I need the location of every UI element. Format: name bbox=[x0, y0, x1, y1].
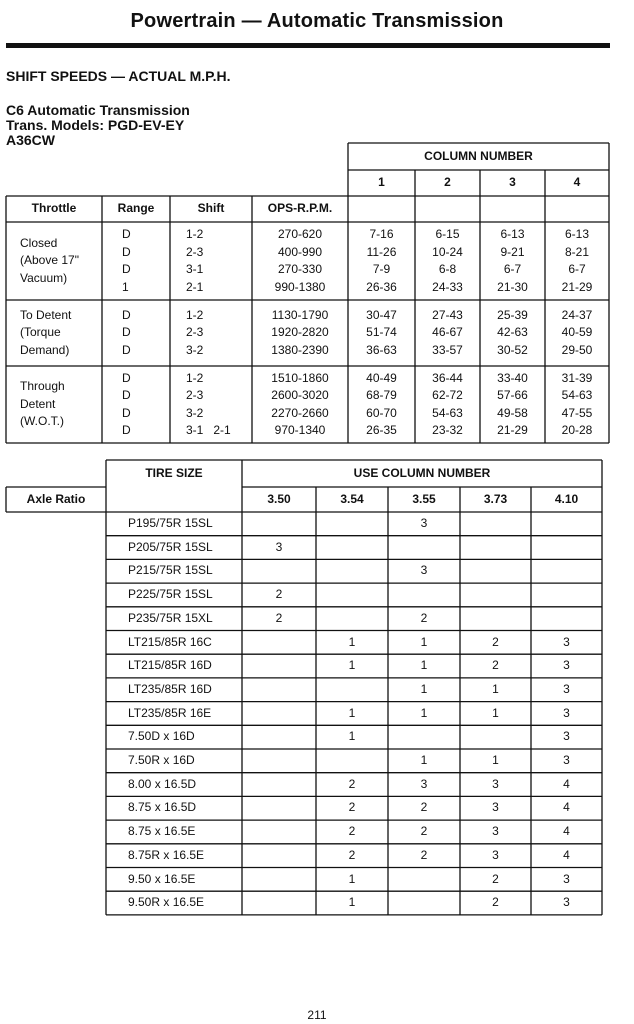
column-number-value: 2 bbox=[420, 824, 428, 839]
axle-ratio-value: 3.55 bbox=[412, 491, 436, 506]
speed-value: 54-63 bbox=[561, 388, 593, 402]
column-number-value: 2 bbox=[420, 800, 428, 815]
throttle-label-line: To Detent bbox=[20, 307, 72, 322]
speed-value: 30-52 bbox=[497, 342, 528, 357]
column-number-value: 3 bbox=[563, 658, 570, 673]
column-number-value bbox=[388, 725, 460, 749]
shift-value: 2-3 bbox=[186, 388, 204, 402]
column-number-value: 1 bbox=[348, 871, 356, 886]
tire-size: LT215/85R 16D bbox=[128, 658, 212, 673]
speed-value: 33-40 bbox=[497, 370, 528, 385]
speed-value: 6-7 bbox=[503, 262, 522, 276]
speed-value: 6-13 bbox=[564, 227, 590, 241]
column-number: 2 bbox=[444, 175, 451, 190]
column-number-value: 3 bbox=[420, 516, 428, 531]
speed-value: 54-63 bbox=[432, 405, 463, 420]
shift-value: 2-3 bbox=[186, 325, 204, 340]
page-number: 211 bbox=[307, 1008, 327, 1022]
range-value: D bbox=[122, 307, 131, 322]
speed-value: 21-29 bbox=[497, 423, 528, 437]
range-value: D bbox=[122, 244, 131, 259]
column-number-value bbox=[388, 868, 460, 892]
axle-ratio-value: 3.54 bbox=[340, 491, 364, 506]
column-number-value bbox=[531, 536, 602, 560]
throttle-label bbox=[20, 300, 102, 366]
column-number-value bbox=[388, 583, 460, 607]
speed-value: 6-15 bbox=[435, 227, 460, 241]
column-number-value: 2 bbox=[420, 610, 428, 625]
column-number-value bbox=[388, 891, 460, 915]
axle-ratio-label: Axle Ratio bbox=[26, 491, 86, 506]
column-number-value bbox=[242, 796, 316, 820]
speed-value: 20-28 bbox=[561, 423, 593, 437]
rpm-value: 2270-2660 bbox=[271, 405, 329, 420]
column-number-value: 2 bbox=[348, 776, 356, 791]
column-number-value bbox=[460, 583, 531, 607]
column-number-value: 3 bbox=[563, 681, 570, 696]
rpm-value: 1510-1860 bbox=[271, 370, 329, 385]
range-value: D bbox=[122, 325, 131, 340]
column-number-value: 2 bbox=[348, 824, 356, 839]
column-number-value: 1 bbox=[348, 729, 356, 744]
tire-size: P205/75R 15SL bbox=[128, 539, 213, 554]
speed-value: 6-7 bbox=[568, 262, 586, 276]
column-number-value: 1 bbox=[420, 658, 428, 673]
tire-size: P225/75R 15SL bbox=[128, 587, 213, 602]
speed-value: 60-70 bbox=[366, 405, 397, 420]
column-number-value: 3 bbox=[563, 753, 570, 768]
column-number-value: 3 bbox=[563, 705, 570, 720]
column-number-value bbox=[242, 773, 316, 797]
range-value: D bbox=[122, 423, 131, 437]
section-heading: SHIFT SPEEDS — ACTUAL M.P.H. bbox=[6, 68, 231, 84]
shift-value: 2-3 bbox=[186, 244, 204, 259]
range-value: D bbox=[122, 227, 131, 241]
range-value: D bbox=[122, 342, 131, 357]
use-column-label: USE COLUMN NUMBER bbox=[353, 465, 491, 480]
column-number-value: 1 bbox=[348, 658, 356, 673]
column-number-value: 3 bbox=[563, 634, 570, 649]
column-number: 3 bbox=[509, 175, 516, 190]
column-number-value: 3 bbox=[420, 563, 428, 578]
throttle-label-line: Through bbox=[20, 379, 65, 394]
axle-ratio-value: 4.10 bbox=[554, 491, 579, 506]
speed-value: 31-39 bbox=[561, 370, 593, 385]
throttle-label-line: (W.O.T.) bbox=[20, 414, 64, 429]
column-number-value: 2 bbox=[348, 800, 356, 815]
speed-value: 11-26 bbox=[366, 244, 397, 259]
speed-value: 46-67 bbox=[432, 325, 463, 340]
tire-size: LT235/85R 16D bbox=[128, 681, 212, 696]
tire-size: LT215/85R 16C bbox=[128, 634, 212, 649]
speed-value: 21-30 bbox=[497, 279, 528, 294]
transmission-name: C6 Automatic Transmission bbox=[6, 102, 190, 118]
column-number-value: 1 bbox=[420, 681, 428, 696]
column-number-value: 1 bbox=[420, 705, 428, 720]
column-number-value bbox=[460, 725, 531, 749]
column-number-label: COLUMN NUMBER bbox=[424, 148, 533, 163]
throttle-label-line: Vacuum) bbox=[20, 270, 68, 285]
throttle-label-line: (Above 17" bbox=[20, 253, 79, 268]
tire-size: 7.50D x 16D bbox=[128, 729, 195, 744]
range-value: D bbox=[122, 262, 131, 276]
column-number-value: 4 bbox=[563, 824, 570, 839]
speed-value: 9-21 bbox=[500, 244, 525, 259]
column-number-value bbox=[242, 654, 316, 678]
column-number-value bbox=[316, 678, 388, 702]
axle-ratio-value: 3.73 bbox=[483, 491, 508, 506]
rpm-value: 270-620 bbox=[277, 227, 323, 241]
speed-value: 36-63 bbox=[366, 342, 397, 357]
speed-value: 25-39 bbox=[497, 307, 528, 322]
column-number-value: 2 bbox=[348, 847, 356, 862]
speed-value: 10-24 bbox=[432, 244, 463, 259]
shift-value: 1-2 bbox=[186, 227, 204, 241]
tire-size: 9.50 x 16.5E bbox=[128, 871, 196, 886]
column-number-value bbox=[242, 559, 316, 583]
column-number-value: 2 bbox=[492, 871, 499, 886]
throttle-label-line: Detent bbox=[20, 396, 56, 411]
rpm-value: 970-1340 bbox=[274, 423, 326, 437]
column-number-value bbox=[242, 725, 316, 749]
tire-size: 9.50R x 16.5E bbox=[128, 895, 205, 910]
speed-value: 62-72 bbox=[432, 388, 463, 402]
axle-ratio-value: 3.50 bbox=[267, 491, 291, 506]
shift-value: 1-2 bbox=[186, 370, 204, 385]
column-number-value bbox=[242, 631, 316, 655]
throttle-label bbox=[20, 366, 102, 443]
speed-value: 36-44 bbox=[432, 370, 463, 385]
throttle-label-line: Demand) bbox=[20, 342, 70, 357]
column-number-value bbox=[531, 583, 602, 607]
column-number-value bbox=[316, 607, 388, 631]
column-number-value bbox=[242, 868, 316, 892]
rpm-value: 270-330 bbox=[277, 262, 323, 276]
column-number-value bbox=[460, 559, 531, 583]
speed-value: 30-47 bbox=[366, 307, 397, 322]
column-number-value bbox=[316, 512, 388, 536]
speed-value: 47-55 bbox=[561, 405, 593, 420]
column-number-value: 2 bbox=[492, 895, 499, 910]
speed-value: 49-58 bbox=[497, 405, 528, 420]
tire-size: 8.75 x 16.5D bbox=[128, 800, 197, 815]
rpm-value: 1130-1790 bbox=[271, 307, 329, 322]
range-value: D bbox=[122, 405, 131, 420]
shift-value: 3-1 2-1 bbox=[186, 423, 231, 437]
speed-value: 40-49 bbox=[366, 370, 397, 385]
speed-value: 57-66 bbox=[497, 388, 528, 402]
tire-size: LT235/85R 16E bbox=[128, 705, 212, 720]
column-number-value: 2 bbox=[492, 634, 499, 649]
column-number: 4 bbox=[573, 175, 581, 190]
column-number-value: 3 bbox=[275, 539, 283, 554]
column-number-value: 1 bbox=[492, 681, 499, 696]
column-number-value: 3 bbox=[492, 776, 499, 791]
rpm-value: 400-990 bbox=[277, 244, 323, 259]
shift-value: 3-1 bbox=[186, 262, 204, 276]
header-rpm: OPS-R.P.M. bbox=[267, 201, 333, 216]
speed-value: 21-29 bbox=[561, 279, 593, 294]
column-number-value bbox=[388, 536, 460, 560]
speed-value: 7-16 bbox=[369, 227, 394, 241]
column-number-value: 3 bbox=[492, 824, 499, 839]
column-number-value bbox=[242, 749, 316, 773]
column-number-value: 3 bbox=[420, 776, 428, 791]
column-number-value bbox=[316, 559, 388, 583]
tire-size: 8.75 x 16.5E bbox=[128, 824, 196, 839]
throttle-label bbox=[20, 222, 102, 300]
column-number-value: 2 bbox=[275, 587, 283, 602]
column-number-value bbox=[460, 536, 531, 560]
column-number-value: 1 bbox=[348, 634, 356, 649]
tire-size-label: TIRE SIZE bbox=[145, 465, 203, 480]
column-number-value: 3 bbox=[563, 729, 570, 744]
column-number-value: 3 bbox=[492, 847, 499, 862]
column-number-value bbox=[316, 536, 388, 560]
speed-value: 29-50 bbox=[561, 342, 593, 357]
speed-value: 40-59 bbox=[561, 325, 593, 340]
column-number-value bbox=[242, 891, 316, 915]
column-number-value: 3 bbox=[563, 871, 570, 886]
column-number-value bbox=[242, 844, 316, 868]
speed-value: 23-32 bbox=[432, 423, 463, 437]
tire-size: P215/75R 15SL bbox=[128, 563, 213, 578]
speed-value: 42-63 bbox=[497, 325, 528, 340]
throttle-label-line: Closed bbox=[20, 235, 58, 250]
range-value: D bbox=[122, 388, 131, 402]
rpm-value: 2600-3020 bbox=[271, 388, 329, 402]
speed-value: 6-13 bbox=[500, 227, 525, 241]
speed-value: 24-33 bbox=[432, 279, 463, 294]
speed-value: 27-43 bbox=[432, 307, 463, 322]
range-value: 1 bbox=[122, 279, 129, 294]
header-throttle: Throttle bbox=[31, 201, 77, 216]
column-number-value: 3 bbox=[492, 800, 499, 815]
speed-value: 68-79 bbox=[366, 388, 397, 402]
shift-value: 1-2 bbox=[186, 307, 204, 322]
column-number-value: 2 bbox=[492, 658, 499, 673]
tire-size: 8.00 x 16.5D bbox=[128, 776, 197, 791]
column-number-value: 1 bbox=[492, 705, 499, 720]
column-number-value: 1 bbox=[420, 634, 428, 649]
speed-value: 24-37 bbox=[561, 307, 593, 322]
rpm-value: 1920-2820 bbox=[271, 325, 329, 340]
column-number-value: 1 bbox=[492, 753, 499, 768]
speed-value: 7-9 bbox=[372, 262, 391, 276]
shift-value: 3-2 bbox=[186, 405, 204, 420]
column-number-value bbox=[531, 607, 602, 631]
column-number-value: 1 bbox=[420, 753, 428, 768]
speed-value: 33-57 bbox=[432, 342, 463, 357]
column-number-value: 1 bbox=[348, 705, 356, 720]
shift-value: 3-2 bbox=[186, 342, 204, 357]
tire-size: 8.75R x 16.5E bbox=[128, 847, 205, 862]
tire-size: 7.50R x 16D bbox=[128, 753, 195, 768]
speed-value: 6-8 bbox=[438, 262, 457, 276]
tire-size: P235/75R 15XL bbox=[128, 610, 213, 625]
range-value: D bbox=[122, 370, 131, 385]
column-number-value bbox=[316, 749, 388, 773]
column-number-value: 4 bbox=[563, 800, 570, 815]
header-range: Range bbox=[117, 201, 155, 216]
transmission-code: A36CW bbox=[6, 132, 56, 148]
column-number-value bbox=[460, 607, 531, 631]
column-number-value bbox=[242, 820, 316, 844]
shift-value: 2-1 bbox=[186, 279, 204, 294]
column-number-value bbox=[531, 512, 602, 536]
column-number-value bbox=[242, 512, 316, 536]
column-number-value: 3 bbox=[563, 895, 570, 910]
column-number-value: 1 bbox=[348, 895, 356, 910]
column-number-value: 4 bbox=[563, 776, 570, 791]
column-number: 1 bbox=[378, 175, 385, 190]
column-number-value bbox=[531, 559, 602, 583]
column-number-value bbox=[242, 678, 316, 702]
page-title: Powertrain — Automatic Transmission bbox=[130, 10, 504, 32]
speed-value: 26-35 bbox=[366, 423, 397, 437]
column-number-value bbox=[242, 702, 316, 726]
column-number-value: 2 bbox=[420, 847, 428, 862]
column-number-value bbox=[316, 583, 388, 607]
rpm-value: 990-1380 bbox=[274, 279, 326, 294]
transmission-models: Trans. Models: PGD-EV-EY bbox=[6, 117, 185, 133]
rpm-value: 1380-2390 bbox=[271, 342, 329, 357]
speed-value: 51-74 bbox=[366, 325, 397, 340]
column-number-value bbox=[460, 512, 531, 536]
throttle-label-line: (Torque bbox=[20, 325, 61, 340]
tire-size: P195/75R 15SL bbox=[128, 516, 213, 531]
speed-value: 26-36 bbox=[366, 279, 397, 294]
column-number-value: 4 bbox=[563, 847, 570, 862]
speed-value: 8-21 bbox=[564, 244, 590, 259]
header-shift: Shift bbox=[197, 201, 225, 216]
column-number-value: 2 bbox=[275, 610, 283, 625]
